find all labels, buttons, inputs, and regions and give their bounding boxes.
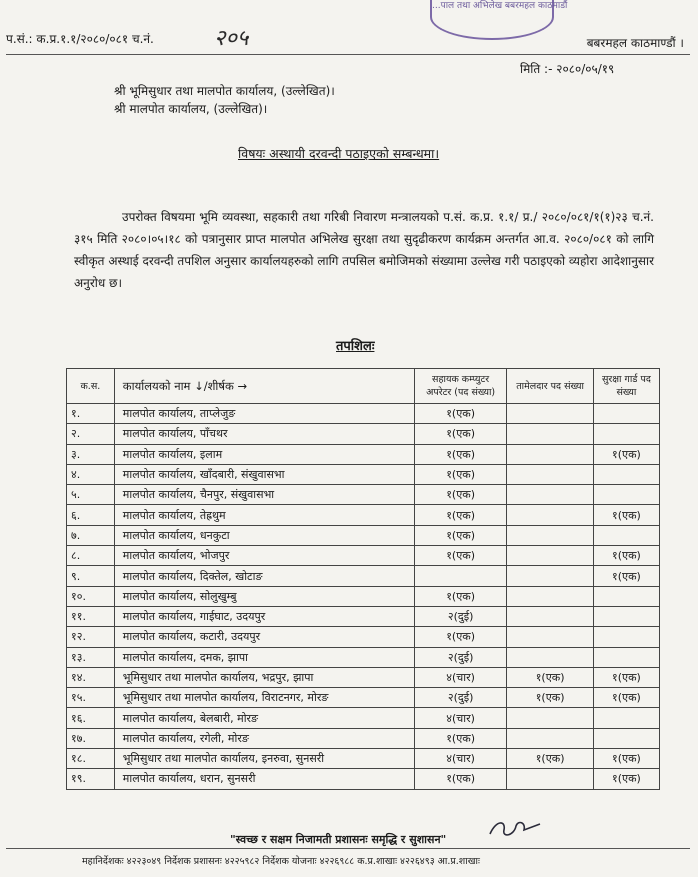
table-row [67, 566, 660, 586]
table-row [67, 546, 660, 566]
cell-security-guard [593, 404, 659, 424]
cell-computer-operator [414, 566, 507, 586]
cell-security-guard: १(एक) [593, 566, 659, 586]
cell-security-guard [593, 424, 659, 444]
cell-office: भूमिसुधार तथा मालपोत कार्यालय, इनरुवा, सुनसरी [114, 749, 414, 769]
table-row [67, 525, 660, 545]
cell-security-guard [593, 606, 659, 626]
cell-tamildar [507, 404, 593, 424]
cell-office: मालपोत कार्यालय, ताप्लेजुङ [114, 404, 414, 424]
header-security-guard: सुरक्षा गार्ड पद संख्या [593, 369, 659, 404]
cell-serial: १५. [67, 688, 115, 708]
letter-subject: विषयः अस्थायी दरवन्दी पठाइएको सम्बन्धमा। [238, 146, 440, 161]
recipient-2: श्री मालपोत कार्यालय, (उल्लेखित)। [114, 102, 268, 116]
cell-security-guard [593, 525, 659, 545]
cell-serial: ६. [67, 505, 115, 525]
cell-security-guard [593, 728, 659, 748]
cell-security-guard: १(एक) [593, 667, 659, 687]
table-row [67, 749, 660, 769]
cell-computer-operator: १(एक) [414, 769, 507, 789]
cell-office: भूमिसुधार तथा मालपोत कार्यालय, विराटनगर, मोरङ [114, 688, 414, 708]
table-row [67, 728, 660, 748]
cell-office: मालपोत कार्यालय, इलाम [114, 444, 414, 464]
cell-security-guard [593, 464, 659, 484]
cell-tamildar: १(एक) [507, 749, 593, 769]
cell-security-guard: १(एक) [593, 546, 659, 566]
cell-computer-operator: १(एक) [414, 525, 507, 545]
cell-security-guard: १(एक) [593, 769, 659, 789]
table-row [67, 464, 660, 484]
cell-serial: १०. [67, 586, 115, 606]
cell-tamildar [507, 566, 593, 586]
cell-computer-operator: १(एक) [414, 424, 507, 444]
cell-tamildar [507, 606, 593, 626]
footer-divider [6, 848, 690, 849]
cell-serial: ३. [67, 444, 115, 464]
cell-computer-operator: २(दुई) [414, 647, 507, 667]
signature [486, 816, 546, 842]
cell-serial: २. [67, 424, 115, 444]
cell-security-guard: १(एक) [593, 444, 659, 464]
cell-tamildar [507, 586, 593, 606]
cell-serial: १२. [67, 627, 115, 647]
office-stamp: ...पाल तथा अभिलेख बबरमहल काठमाडौं [430, 0, 554, 40]
cell-serial: १८. [67, 749, 115, 769]
cell-security-guard: १(एक) [593, 505, 659, 525]
table-row [67, 485, 660, 505]
cell-security-guard [593, 647, 659, 667]
reference-number-handwritten: २०५ [214, 26, 249, 51]
table-header-row [67, 369, 660, 404]
cell-serial: १९. [67, 769, 115, 789]
table-row [67, 769, 660, 789]
cell-computer-operator: १(एक) [414, 505, 507, 525]
cell-tamildar [507, 424, 593, 444]
cell-tamildar [507, 769, 593, 789]
cell-office: मालपोत कार्यालय, धरान, सुनसरी [114, 769, 414, 789]
table-row [67, 627, 660, 647]
cell-serial: ९. [67, 566, 115, 586]
cell-serial: १. [67, 404, 115, 424]
cell-office: मालपोत कार्यालय, खाँदबारी, संखुवासभा [114, 464, 414, 484]
cell-office: मालपोत कार्यालय, कटारी, उदयपुर [114, 627, 414, 647]
cell-office: मालपोत कार्यालय, तेह्रथुम [114, 505, 414, 525]
cell-tamildar [507, 505, 593, 525]
cell-serial: ११. [67, 606, 115, 626]
cell-computer-operator: १(एक) [414, 404, 507, 424]
cell-office: मालपोत कार्यालय, गाईघाट, उदयपुर [114, 606, 414, 626]
table-row [67, 667, 660, 687]
header-serial: क.स. [67, 369, 115, 404]
cell-serial: १७. [67, 728, 115, 748]
cell-serial: ७. [67, 525, 115, 545]
header-office: कार्यालयको नाम ↓/शीर्षक → [114, 369, 414, 404]
cell-computer-operator: १(एक) [414, 546, 507, 566]
cell-tamildar [507, 485, 593, 505]
cell-computer-operator: ४(चार) [414, 667, 507, 687]
table-row [67, 688, 660, 708]
cell-computer-operator: १(एक) [414, 627, 507, 647]
cell-computer-operator: ४(चार) [414, 749, 507, 769]
cell-serial: ८. [67, 546, 115, 566]
letter-body [74, 206, 654, 294]
table-row [67, 708, 660, 728]
cell-computer-operator: २(दुई) [414, 606, 507, 626]
cell-tamildar: १(एक) [507, 688, 593, 708]
cell-office: मालपोत कार्यालय, पाँचथर [114, 424, 414, 444]
table-row [67, 505, 660, 525]
motto: "स्वच्छ र सक्षम निजामती प्रशासनः समृद्धि र सुशासन" [230, 833, 447, 846]
header-tamildar: तामेलदार पद संख्या [507, 369, 593, 404]
cell-tamildar [507, 708, 593, 728]
header-computer-operator: सहायक कम्प्युटर अपरेटर (पद संख्या) [414, 369, 507, 404]
table-row [67, 647, 660, 667]
cell-tamildar [507, 464, 593, 484]
cell-security-guard [593, 627, 659, 647]
cell-tamildar [507, 444, 593, 464]
cell-office: मालपोत कार्यालय, रगेली, मोरङ [114, 728, 414, 748]
cell-serial: ४. [67, 464, 115, 484]
reference-line: प.सं.: क.प्र.१.१/२०८०/०८१ च.नं. [6, 32, 154, 46]
cell-office: मालपोत कार्यालय, बेलबारी, मोरङ [114, 708, 414, 728]
cell-tamildar: १(एक) [507, 667, 593, 687]
cell-computer-operator: १(एक) [414, 444, 507, 464]
table-row [67, 404, 660, 424]
cell-security-guard: १(एक) [593, 688, 659, 708]
table-row [67, 424, 660, 444]
recipient-1: श्री भूमिसुधार तथा मालपोत कार्यालय, (उल्लेखित)। [114, 84, 335, 98]
letter-date: मिति :- २०८०/०५/१९ [520, 62, 615, 76]
cell-serial: १४. [67, 667, 115, 687]
cell-serial: १३. [67, 647, 115, 667]
table-row [67, 606, 660, 626]
cell-tamildar [507, 647, 593, 667]
cell-computer-operator: ४(चार) [414, 708, 507, 728]
table-row [67, 586, 660, 606]
cell-serial: १६. [67, 708, 115, 728]
office-place: बबरमहल काठमाण्डौं । [586, 36, 684, 50]
cell-security-guard [593, 586, 659, 606]
cell-tamildar [507, 525, 593, 545]
cell-office: मालपोत कार्यालय, धनकुटा [114, 525, 414, 545]
cell-office: मालपोत कार्यालय, चैनपुर, संखुवासभा [114, 485, 414, 505]
cell-serial: ५. [67, 485, 115, 505]
posts-table [66, 368, 660, 790]
table-row [67, 444, 660, 464]
cell-office: मालपोत कार्यालय, दमक, झापा [114, 647, 414, 667]
cell-tamildar [507, 546, 593, 566]
cell-computer-operator: १(एक) [414, 485, 507, 505]
cell-office: मालपोत कार्यालय, दिक्तेल, खोटाङ [114, 566, 414, 586]
cell-tamildar [507, 627, 593, 647]
cell-office: मालपोत कार्यालय, सोलुखुम्बु [114, 586, 414, 606]
cell-computer-operator: १(एक) [414, 586, 507, 606]
contact-footer: महानिर्देशकः ४२२३०४९ निर्देशक प्रशासनः ४२२५९८२ निर्देशक योजनाः ४२२६९८८ क.प्र.शाखाः ४२२६४९३ आ.प्र.शाखाः [82, 856, 480, 867]
cell-computer-operator: १(एक) [414, 728, 507, 748]
body-paragraph: उपरोक्त विषयमा भूमि व्यवस्था, सहकारी तथा गरिबी निवारण मन्त्रालयको प.सं. क.प्र. १.१/ प्र./ २०८०/०८१/१(१)२३ च.नं. ३१५ मिति २०८०।०५।१८ को पत्रानुसार प्राप्त मालपोत अभिलेख सुरक्षा तथा सुदृढीकरण कार्यक्रम अन्तर्गत आ.व. २०८०/०८१ को लागि स्वीकृत अस्थाई दरवन्दी तपशिल अनुसार कार्यालयहरुको लागि तपसिल बमोजिमको संख्यामा उल्लेख गरी पठाइएको व्यहोरा आदेशानुसार अनुरोध छ। [74, 210, 654, 290]
details-heading: तपशिलः [336, 339, 375, 354]
header-divider [6, 54, 690, 55]
cell-security-guard: १(एक) [593, 749, 659, 769]
cell-tamildar [507, 728, 593, 748]
cell-security-guard [593, 485, 659, 505]
cell-security-guard [593, 708, 659, 728]
cell-office: भूमिसुधार तथा मालपोत कार्यालय, भद्रपुर, झापा [114, 667, 414, 687]
cell-office: मालपोत कार्यालय, भोजपुर [114, 546, 414, 566]
cell-computer-operator: २(दुई) [414, 688, 507, 708]
cell-computer-operator: १(एक) [414, 464, 507, 484]
